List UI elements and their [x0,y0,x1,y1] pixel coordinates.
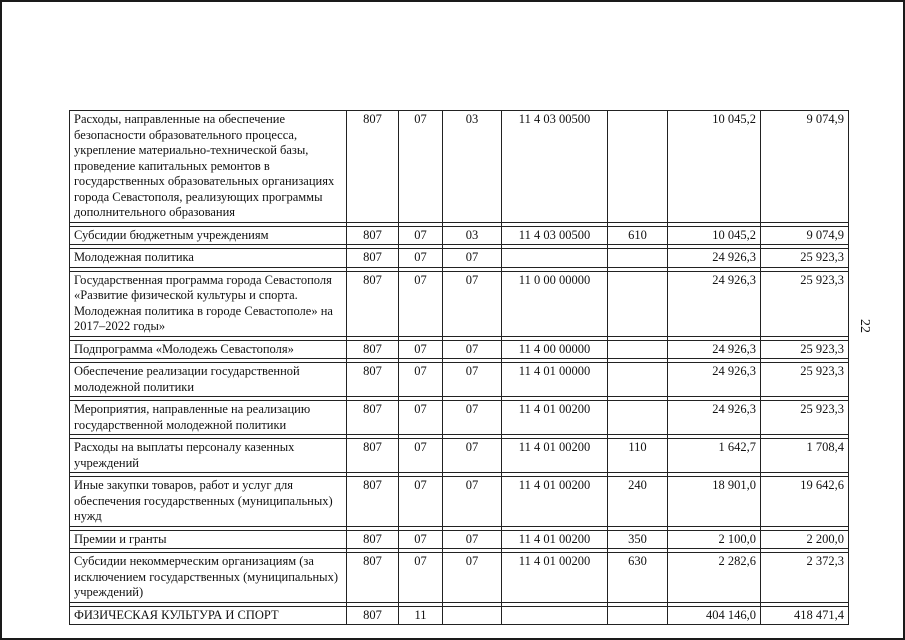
row-subsection-code: 03 [443,226,502,245]
row-section-code: 07 [399,553,443,603]
row-amount-year-2: 25 923,3 [761,271,849,336]
row-section-code: 07 [399,271,443,336]
row-expense-type [608,271,668,336]
row-section-code: 11 [399,606,443,625]
row-target-article: 11 4 00 00000 [502,340,608,359]
row-name: Государственная программа города Севастополя «Развитие физической культуры и спорта. Молодежная политика в городе Севастополе» на 2017–2022 годы» [70,271,347,336]
row-amount-year-2: 25 923,3 [761,363,849,397]
row-target-article: 11 4 01 00200 [502,439,608,473]
row-amount-year-2: 418 471,4 [761,606,849,625]
row-section-code: 07 [399,477,443,527]
row-target-article: 11 4 03 00500 [502,111,608,223]
row-name: Обеспечение реализации государственной молодежной политики [70,363,347,397]
row-target-article: 11 0 00 00000 [502,271,608,336]
row-amount-year-1: 24 926,3 [668,363,761,397]
table-row [70,553,849,603]
row-subsection-code: 07 [443,553,502,603]
row-amount-year-1: 18 901,0 [668,477,761,527]
row-subsection-code: 07 [443,340,502,359]
row-amount-year-1: 10 045,2 [668,226,761,245]
row-amount-year-2: 9 074,9 [761,111,849,223]
row-amount-year-1: 24 926,3 [668,271,761,336]
row-amount-year-1: 2 282,6 [668,553,761,603]
row-name: Иные закупки товаров, работ и услуг для обеспечения государственных (муниципальных) нужд [70,477,347,527]
row-amount-year-2: 1 708,4 [761,439,849,473]
table-row [70,363,849,397]
table-row [70,249,849,268]
row-subsection-code: 07 [443,530,502,549]
row-subsection-code: 07 [443,401,502,435]
row-ministry-code: 807 [347,226,399,245]
row-subsection-code: 07 [443,363,502,397]
row-expense-type [608,111,668,223]
row-section-code: 07 [399,226,443,245]
row-amount-year-1: 24 926,3 [668,401,761,435]
row-amount-year-2: 19 642,6 [761,477,849,527]
row-target-article: 11 4 01 00200 [502,401,608,435]
row-expense-type [608,363,668,397]
row-amount-year-2: 2 200,0 [761,530,849,549]
row-amount-year-1: 24 926,3 [668,249,761,268]
row-expense-type [608,249,668,268]
table-row [70,477,849,527]
row-expense-type: 610 [608,226,668,245]
table-row [70,340,849,359]
row-subsection-code: 07 [443,271,502,336]
row-amount-year-1: 404 146,0 [668,606,761,625]
row-expense-type: 350 [608,530,668,549]
row-target-article: 11 4 01 00200 [502,553,608,603]
table-row [70,111,849,223]
row-name: ФИЗИЧЕСКАЯ КУЛЬТУРА И СПОРТ [70,606,347,625]
row-subsection-code: 07 [443,477,502,527]
row-section-code: 07 [399,439,443,473]
row-amount-year-2: 2 372,3 [761,553,849,603]
table-row [70,530,849,549]
row-subsection-code: 07 [443,439,502,473]
row-section-code: 07 [399,363,443,397]
budget-table-body [70,111,849,625]
row-ministry-code: 807 [347,530,399,549]
row-section-code: 07 [399,111,443,223]
page-number: 22 [857,319,872,333]
row-name: Премии и гранты [70,530,347,549]
row-expense-type [608,340,668,359]
row-amount-year-2: 9 074,9 [761,226,849,245]
table-row [70,271,849,336]
row-ministry-code: 807 [347,606,399,625]
row-ministry-code: 807 [347,249,399,268]
row-subsection-code [443,606,502,625]
row-expense-type: 630 [608,553,668,603]
row-ministry-code: 807 [347,271,399,336]
row-subsection-code: 03 [443,111,502,223]
row-name: Мероприятия, направленные на реализацию государственной молодежной политики [70,401,347,435]
row-target-article [502,606,608,625]
row-ministry-code: 807 [347,553,399,603]
budget-table [69,110,849,625]
table-row [70,439,849,473]
row-ministry-code: 807 [347,439,399,473]
table-row [70,606,849,625]
row-expense-type [608,401,668,435]
row-section-code: 07 [399,530,443,549]
row-amount-year-2: 25 923,3 [761,340,849,359]
table-row [70,226,849,245]
row-expense-type: 110 [608,439,668,473]
row-ministry-code: 807 [347,363,399,397]
row-amount-year-1: 2 100,0 [668,530,761,549]
row-amount-year-2: 25 923,3 [761,401,849,435]
row-expense-type [608,606,668,625]
row-name: Субсидии бюджетным учреждениям [70,226,347,245]
row-target-article: 11 4 01 00200 [502,477,608,527]
row-target-article [502,249,608,268]
row-ministry-code: 807 [347,111,399,223]
row-name: Субсидии некоммерческим организациям (за исключением государственных (муниципальных) учреждений) [70,553,347,603]
row-target-article: 11 4 03 00500 [502,226,608,245]
row-ministry-code: 807 [347,477,399,527]
row-name: Молодежная политика [70,249,347,268]
row-amount-year-1: 24 926,3 [668,340,761,359]
row-section-code: 07 [399,401,443,435]
row-expense-type: 240 [608,477,668,527]
row-target-article: 11 4 01 00000 [502,363,608,397]
row-amount-year-2: 25 923,3 [761,249,849,268]
row-section-code: 07 [399,340,443,359]
row-name: Подпрограмма «Молодежь Севастополя» [70,340,347,359]
row-name: Расходы, направленные на обеспечение безопасности образовательного процесса, укрепление материально-технической базы, проведение капитальных ремонтов в государственных образовательных организациях города Севастополя, реализующих программы дополнительного образования [70,111,347,223]
row-subsection-code: 07 [443,249,502,268]
row-ministry-code: 807 [347,401,399,435]
row-name: Расходы на выплаты персоналу казенных учреждений [70,439,347,473]
row-amount-year-1: 1 642,7 [668,439,761,473]
row-ministry-code: 807 [347,340,399,359]
row-amount-year-1: 10 045,2 [668,111,761,223]
table-row [70,401,849,435]
row-section-code: 07 [399,249,443,268]
row-target-article: 11 4 01 00200 [502,530,608,549]
